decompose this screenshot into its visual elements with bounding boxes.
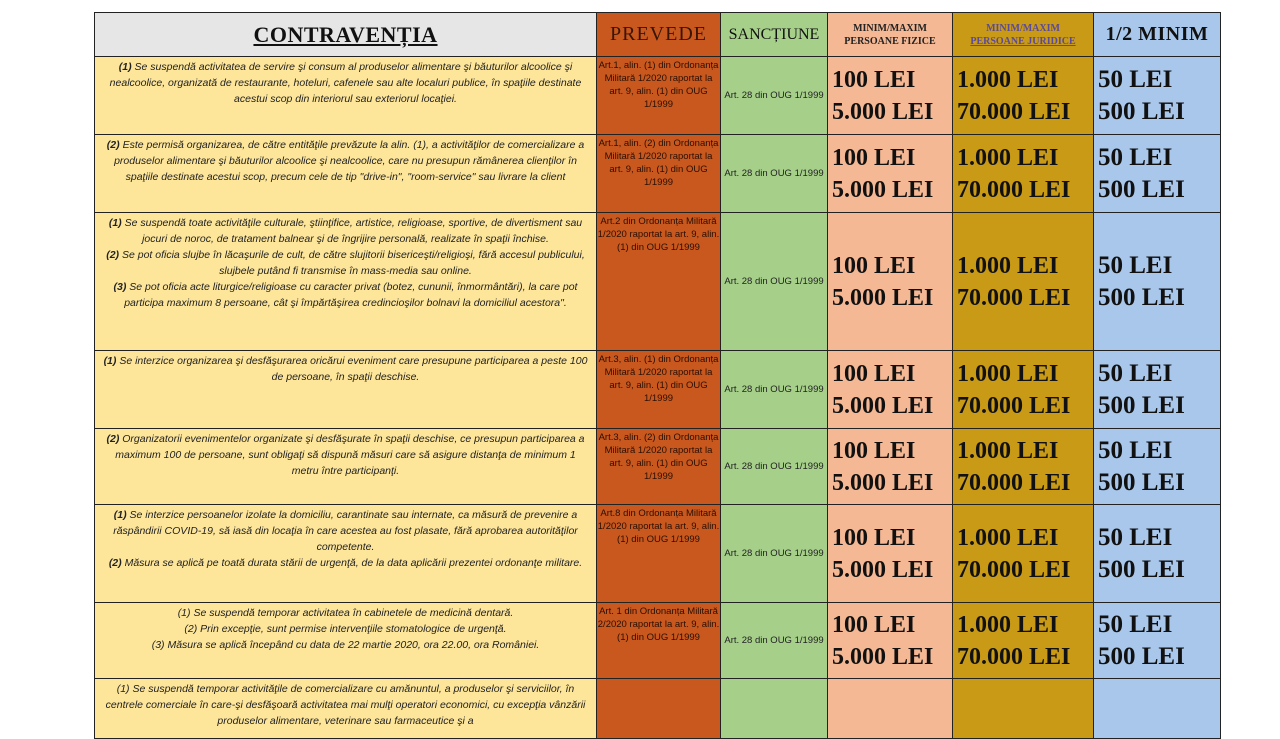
pj-min-fine: 1.000 LEI (957, 524, 1059, 551)
pf-fine-cell (828, 57, 953, 135)
half-max-fine: 500 LEI (1098, 642, 1185, 670)
pf-fine-cell (828, 213, 953, 351)
pj-max-fine: 70.000 LEI (957, 392, 1071, 419)
paragraph-text: (1) Se suspendă temporar activităţile de comercializare cu amănuntul, a produselor şi serviciilor, în centrele comerciale în care-şi desfăşoară activitatea mai mulţi operatori economici, cu excepţia vânzării produselor alimentare, veterinare sau farmaceutice şi a (105, 683, 586, 727)
contraventia-paragraph (101, 279, 590, 311)
paragraph-text: Măsura se aplică pe toată durata stării de urgenţă, de la data aplicării prezentei ordonanţe militare. (124, 557, 583, 569)
half-min-fine: 50 LEI (1098, 251, 1173, 279)
pj-min-fine: 1.000 LEI (957, 144, 1059, 171)
prevede-cell: Art. 1 din Ordonanța Militară 2/2020 raportat la art. 9, alin. (1) din OUG 1/1999 (597, 603, 721, 679)
header-persoane-juridice (953, 13, 1094, 57)
half-fine-cell (1094, 679, 1221, 739)
pj-fine-cell (953, 679, 1094, 739)
pf-max-fine: 5.000 LEI (832, 392, 934, 419)
sanctiune-cell: Art. 28 din OUG 1/1999 (721, 135, 828, 213)
table-row (95, 679, 1221, 739)
pf-fine-cell (828, 505, 953, 603)
contraventia-cell (95, 351, 597, 429)
paragraph-number: (2) (106, 139, 120, 151)
half-fine-cell (1094, 429, 1221, 505)
contraventia-cell (95, 213, 597, 351)
paragraph-number: (2) (108, 557, 122, 569)
pf-fine-cell (828, 603, 953, 679)
table-row (95, 429, 1221, 505)
prevede-cell: Art.2 din Ordonanța Militară 1/2020 raportat la art. 9, alin. (1) din OUG 1/1999 (597, 213, 721, 351)
paragraph-number: (2) (106, 249, 120, 261)
contraventia-cell (95, 679, 597, 739)
pj-min-fine: 1.000 LEI (957, 437, 1059, 464)
contraventia-cell (95, 505, 597, 603)
pj-max-fine: 70.000 LEI (957, 98, 1071, 125)
pf-min-fine: 100 LEI (832, 360, 916, 387)
pf-fine-cell (828, 429, 953, 505)
contraventia-paragraph (101, 637, 590, 653)
pj-fine-cell (953, 505, 1094, 603)
table-row (95, 213, 1221, 351)
paragraph-text: (1) Se suspendă temporar activitatea în cabinetele de medicină dentară. (177, 607, 514, 619)
half-max-fine: 500 LEI (1098, 283, 1185, 311)
half-min-fine: 50 LEI (1098, 359, 1173, 387)
paragraph-text: (2) Prin excepţie, sunt permise intervenţiile stomatologice de urgenţă. (184, 623, 507, 635)
half-max-fine: 500 LEI (1098, 468, 1185, 496)
contraventia-paragraph (101, 137, 590, 185)
contraventia-paragraph (101, 555, 590, 571)
contraventia-cell (95, 57, 597, 135)
pj-max-fine: 70.000 LEI (957, 176, 1071, 203)
contraventia-paragraph (101, 431, 590, 479)
half-fine-cell (1094, 57, 1221, 135)
paragraph-number: (1) (118, 61, 132, 73)
header-row (95, 13, 1221, 57)
contraventia-cell (95, 603, 597, 679)
pf-min-fine: 100 LEI (832, 611, 916, 638)
header-pf-line2: PERSOANE FIZICE (844, 35, 936, 47)
table-body (95, 57, 1221, 739)
contraventia-cell (95, 135, 597, 213)
pf-max-fine: 5.000 LEI (832, 643, 934, 670)
half-max-fine: 500 LEI (1098, 97, 1185, 125)
pj-max-fine: 70.000 LEI (957, 556, 1071, 583)
header-pj-line1: MINIM/MAXIM (986, 22, 1060, 34)
half-fine-cell (1094, 135, 1221, 213)
half-max-fine: 500 LEI (1098, 391, 1185, 419)
half-fine-cell (1094, 603, 1221, 679)
pj-fine-cell (953, 429, 1094, 505)
half-fine-cell (1094, 213, 1221, 351)
paragraph-text: Se pot oficia slujbe în lăcaşurile de cult, de către slujitorii bisericeşti/religioşi, fără accesul publicului, slujbele putând fi transmise în mass-media sau online. (121, 249, 585, 277)
table-row (95, 505, 1221, 603)
pj-max-fine: 70.000 LEI (957, 284, 1071, 311)
contraventia-paragraph (101, 605, 590, 621)
fines-table-sheet (94, 12, 1220, 727)
pj-max-fine: 70.000 LEI (957, 643, 1071, 670)
pf-min-fine: 100 LEI (832, 252, 916, 279)
header-half-minim: 1/2 MINIM (1094, 13, 1221, 57)
paragraph-text: Se interzice organizarea şi desfăşurarea oricărui eveniment care presupune participarea a peste 100 de persoane, în spaţii deschise. (119, 355, 588, 383)
paragraph-text: (3) Măsura se aplică începând cu data de 22 martie 2020, ora 22.00, ora României. (151, 639, 540, 651)
pf-max-fine: 5.000 LEI (832, 469, 934, 496)
half-min-fine: 50 LEI (1098, 65, 1173, 93)
table-row (95, 135, 1221, 213)
sanctiune-cell: Art. 28 din OUG 1/1999 (721, 57, 828, 135)
header-pj-line2: PERSOANE JURIDICE (970, 35, 1076, 47)
table-row (95, 57, 1221, 135)
pf-min-fine: 100 LEI (832, 524, 916, 551)
pj-fine-cell (953, 213, 1094, 351)
paragraph-text: Organizatorii evenimentelor organizate şi desfăşurate în spaţii deschise, ce presupun participarea a maximum 100 de persoane, sunt obligaţi să dispună măsuri care să asigure distanţa de minimum 1 metru între participanţi. (115, 433, 585, 477)
half-min-fine: 50 LEI (1098, 610, 1173, 638)
pj-max-fine: 70.000 LEI (957, 469, 1071, 496)
header-contraventia: CONTRAVENȚIA (95, 13, 597, 57)
paragraph-text: Se suspendă toate activităţile culturale, ştiinţifice, artistice, religioase, sportive, de divertisment sau jocuri de noroc, de tratament balnear şi de îngrijire personală, realizate în spaţii închise. (124, 217, 583, 245)
pj-fine-cell (953, 135, 1094, 213)
header-sanctiune: SANCȚIUNE (721, 13, 828, 57)
pf-fine-cell (828, 351, 953, 429)
table-row (95, 351, 1221, 429)
pj-min-fine: 1.000 LEI (957, 252, 1059, 279)
half-min-fine: 50 LEI (1098, 143, 1173, 171)
contraventia-paragraph (101, 59, 590, 107)
pj-fine-cell (953, 603, 1094, 679)
contraventia-cell (95, 429, 597, 505)
pf-max-fine: 5.000 LEI (832, 284, 934, 311)
sanctiune-cell: Art. 28 din OUG 1/1999 (721, 429, 828, 505)
pf-min-fine: 100 LEI (832, 144, 916, 171)
pj-min-fine: 1.000 LEI (957, 66, 1059, 93)
paragraph-number: (1) (108, 217, 122, 229)
contraventia-paragraph (101, 621, 590, 637)
half-min-fine: 50 LEI (1098, 436, 1173, 464)
half-fine-cell (1094, 351, 1221, 429)
table-row (95, 603, 1221, 679)
header-persoane-fizice (828, 13, 953, 57)
contraventia-paragraph (101, 681, 590, 729)
paragraph-number: (2) (106, 433, 120, 445)
contraventia-paragraph (101, 215, 590, 247)
pf-max-fine: 5.000 LEI (832, 176, 934, 203)
paragraph-text: Se pot oficia acte liturgice/religioase cu caracter privat (botez, cununii, înmormântări), la care pot participa maximum 8 persoane, cât şi împărtăşirea credincioşilor bolnavi la domiciliul acestora". (124, 281, 578, 309)
pj-fine-cell (953, 57, 1094, 135)
contraventia-paragraph (101, 507, 590, 555)
half-max-fine: 500 LEI (1098, 175, 1185, 203)
header-prevede: PREVEDE (597, 13, 721, 57)
sanctiune-cell (721, 679, 828, 739)
prevede-cell: Art.3, alin. (2) din Ordonanța Militară 1/2020 raportat la art. 9, alin. (1) din OUG 1/1999 (597, 429, 721, 505)
half-min-fine: 50 LEI (1098, 523, 1173, 551)
sanctiune-cell: Art. 28 din OUG 1/1999 (721, 213, 828, 351)
sanctiune-cell: Art. 28 din OUG 1/1999 (721, 603, 828, 679)
paragraph-number: (1) (103, 355, 117, 367)
pf-fine-cell (828, 679, 953, 739)
sanctiune-cell: Art. 28 din OUG 1/1999 (721, 505, 828, 603)
paragraph-number: (1) (113, 509, 127, 521)
pf-max-fine: 5.000 LEI (832, 556, 934, 583)
contraventia-paragraph (101, 353, 590, 385)
pf-min-fine: 100 LEI (832, 66, 916, 93)
pj-min-fine: 1.000 LEI (957, 611, 1059, 638)
prevede-cell: Art.1, alin. (2) din Ordonanța Militară 1/2020 raportat la art. 9, alin. (1) din OUG 1/1999 (597, 135, 721, 213)
half-max-fine: 500 LEI (1098, 555, 1185, 583)
paragraph-text: Se interzice persoanelor izolate la domiciliu, carantinate sau internate, ca măsură de prevenire a răspândirii COVID-19, să iasă din locaţia în care acestea au fost plasate, fără aprobarea autorităţilor competente. (113, 509, 578, 553)
paragraph-text: Se suspendă activitatea de servire şi consum al produselor alimentare şi băuturilor alcoolice şi nealcoolice, organizată de restaurante, hoteluri, cafenele sau alte localuri publice, în spaţiile destinate acestui scop din interiorul sau exteriorul locaţiei. (109, 61, 582, 105)
prevede-cell: Art.8 din Ordonanța Militară 1/2020 raportat la art. 9, alin. (1) din OUG 1/1999 (597, 505, 721, 603)
contraventia-paragraph (101, 247, 590, 279)
prevede-cell: Art.3, alin. (1) din Ordonanța Militară 1/2020 raportat la art. 9, alin. (1) din OUG 1/1999 (597, 351, 721, 429)
sanctiune-cell: Art. 28 din OUG 1/1999 (721, 351, 828, 429)
paragraph-number: (3) (113, 281, 127, 293)
pf-max-fine: 5.000 LEI (832, 98, 934, 125)
pj-min-fine: 1.000 LEI (957, 360, 1059, 387)
header-pf-line1: MINIM/MAXIM (853, 22, 927, 34)
pf-min-fine: 100 LEI (832, 437, 916, 464)
fines-table (94, 12, 1221, 739)
pf-fine-cell (828, 135, 953, 213)
half-fine-cell (1094, 505, 1221, 603)
paragraph-text: Este permisă organizarea, de către entităţile prevăzute la alin. (1), a activităţilor de comercializare a produselor alimentare şi băuturilor alcoolice şi nealcoolice, care nu presupun rămânerea clienţilor în spaţiile destinate acestui scop, precum cele de tip "drive-in", "room-service" sau livrare la client (114, 139, 585, 183)
prevede-cell (597, 679, 721, 739)
prevede-cell: Art.1, alin. (1) din Ordonanța Militară 1/2020 raportat la art. 9, alin. (1) din OUG 1/1999 (597, 57, 721, 135)
pj-fine-cell (953, 351, 1094, 429)
